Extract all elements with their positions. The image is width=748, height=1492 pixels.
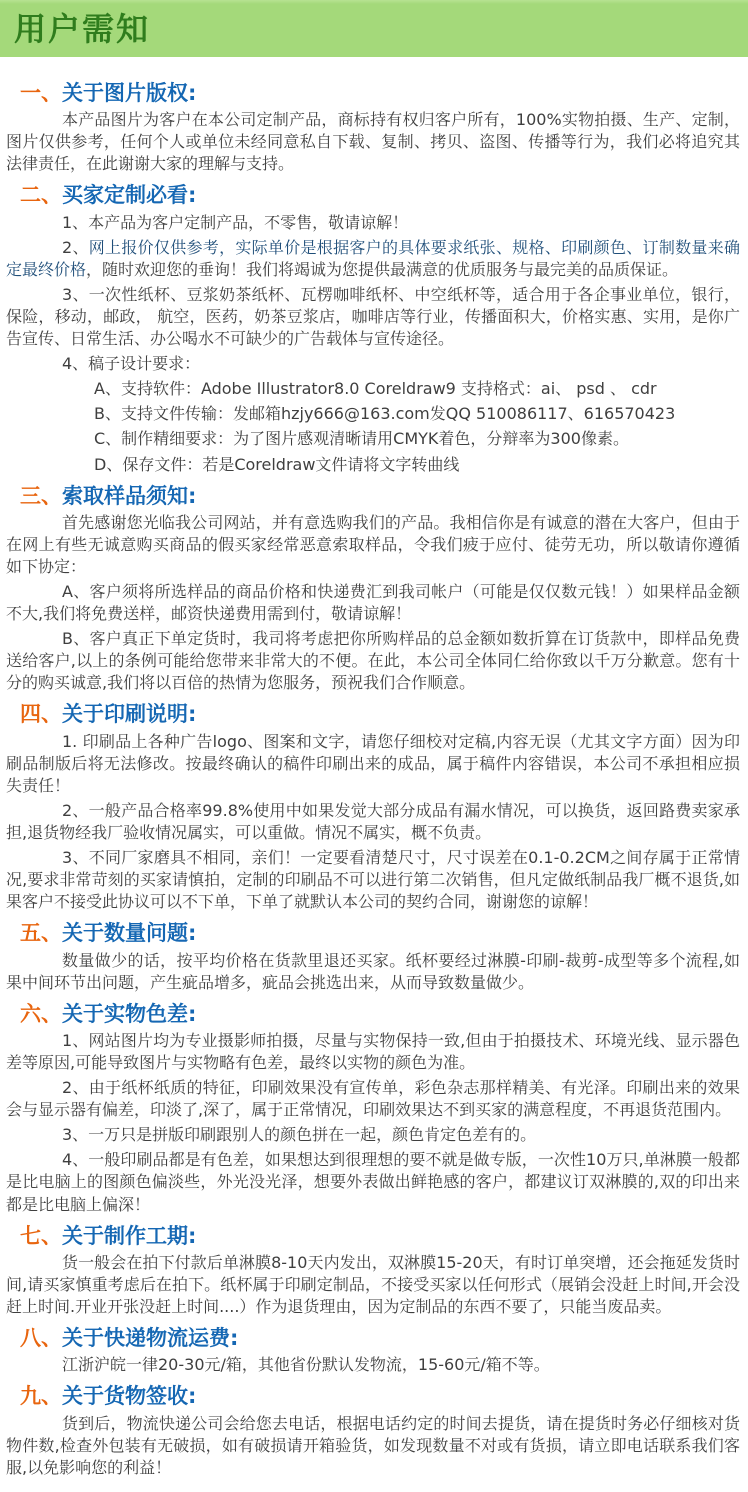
paragraph — [6, 512, 740, 578]
section-heading — [20, 182, 740, 208]
notice-section — [6, 182, 740, 475]
text-run: 2、 — [62, 237, 89, 257]
notice-section — [6, 701, 740, 913]
text-run: 3、一万只是拼版印刷跟别人的颜色拼在一起，颜色肯定色差有的。 — [62, 1125, 537, 1145]
text-run: B、支持文件传输：发邮箱hzjy666@163.com发QQ 510086117、616570423 — [94, 404, 676, 424]
paragraph — [6, 1413, 740, 1479]
section-number: 七、 — [20, 1223, 62, 1248]
section-number: 二、 — [20, 183, 62, 208]
text-run: 货到后，物流快递公司会给您去电话，根据电话约定的时间去提货，请在提货时务必仔细核对货物件数,检查外包装有无破损，如有破损请开箱验货，如发现数量不对或有货损，请立即电话联系我们客服,以免影响您的利益！ — [6, 1413, 740, 1477]
notice-section — [6, 1383, 740, 1478]
section-title: 关于印刷说明: — [62, 702, 197, 727]
section-number: 四、 — [20, 702, 62, 727]
paragraph — [6, 950, 740, 994]
paragraph — [6, 284, 740, 350]
text-run: 4、一般印刷品都是有色差，如果想达到很理想的要不就是做专版，一次性10万只,单淋膜一般都是比电脑上的图颜色偏淡些，外光没光泽，想要外表做出鲜艳感的客户，都建议订双淋膜的,双的印出来都是比电脑上偏深！ — [6, 1150, 740, 1214]
notice-section — [6, 920, 740, 993]
paragraph — [6, 731, 740, 797]
text-run: B、客户真正下单定货时，我司将考虑把你所购样品的总金额如数折算在订货款中，即样品免费送给客户,以上的条例可能给您带来非常大的不便。在此，本公司全体同仁给你致以千万分歉意。您有十分的购买诚意,我们将以百倍的热情为您服务，预祝我们合作顺意。 — [6, 629, 740, 693]
section-heading — [20, 1001, 740, 1027]
paragraph — [6, 1124, 740, 1146]
paragraph — [6, 403, 740, 425]
text-run: 3、不同厂家磨具不相同，亲们！一定要看清楚尺寸，尺寸误差在0.1-0.2CM之间存属于正常情况,要求非常苛刻的买家请慎拍，定制的印刷品不可以进行第二次销售，但凡定做纸制品我厂概不退货,如果客户不接受此协议可以不下单，下单了就默认本公司的契约合同，谢谢您的谅解！ — [6, 848, 740, 912]
section-number: 九、 — [20, 1384, 62, 1409]
section-heading — [20, 920, 740, 946]
text-run: D、保存文件：若是Coreldraw文件请将文字转曲线 — [94, 454, 460, 474]
page-banner — [0, 0, 748, 57]
paragraph — [6, 581, 740, 625]
paragraph — [6, 1149, 740, 1215]
section-title: 关于快递物流运费: — [62, 1326, 239, 1351]
section-heading — [20, 1223, 740, 1249]
section-title: 关于实物色差: — [62, 1001, 197, 1026]
text-run: 1、本产品为客户定制产品，不零售，敬请谅解！ — [62, 212, 409, 232]
paragraph — [6, 1077, 740, 1121]
paragraph — [6, 428, 740, 450]
section-heading — [20, 701, 740, 727]
paragraph — [6, 1354, 740, 1376]
text-run: 3、一次性纸杯、豆浆奶茶纸杯、瓦楞咖啡纸杯、中空纸杯等，适合用于各企事业单位，银行，保险，移动，邮政， 航空，医药，奶茶豆浆店，咖啡店等行业，传播面积大，价格实惠、实用，是你广告宣传、日常生活、办公喝水不可缺少的广告载体与宣传途径。 — [6, 284, 740, 349]
text-run: 江浙沪皖一律20-30元/箱，其他省份默认发物流，15-60元/箱不等。 — [62, 1355, 550, 1375]
paragraph — [6, 109, 740, 175]
section-number: 一、 — [20, 81, 62, 105]
text-run: 2、一般产品合格率99.8%使用中如果发觉大部分成品有漏水情况，可以换货，返回路费卖家承担,退货物经我厂验收情况属实，可以重做。情况不属实，概不负责。 — [6, 800, 740, 843]
text-run: 1、网站图片均为专业摄影师拍摄，尽量与实物保持一致,但由于拍摄技术、环境光线、显示器色差等原因,可能导致图片与实物略有色差，最终以实物的颜色为准。 — [6, 1031, 740, 1073]
text-run: 4、稿子设计要求： — [62, 354, 201, 374]
section-heading — [20, 1383, 740, 1409]
notice-section — [6, 1325, 740, 1376]
text-run: C、制作精细要求：为了图片感观清晰请用CMYK着色，分辩率为300像素。 — [94, 429, 629, 449]
text-run: 数量做少的话，按平均价格在货款里退还买家。纸杯要经过淋膜-印刷-裁剪-成型等多个流程,如果中间环节出问题，产生疵品增多，疵品会挑选出来，从而导致数量做少。 — [6, 950, 740, 992]
notice-section — [6, 1001, 740, 1216]
section-number: 六、 — [20, 1001, 62, 1026]
section-heading — [20, 1325, 740, 1351]
section-heading — [20, 80, 740, 106]
text-run: 2、由于纸杯纸质的特征，印刷效果没有宣传单，彩色杂志那样精美、有光泽。印刷出来的效果会与显示器有偏差，印淡了,深了，属于正常情况，印刷效果达不到买家的满意程度，不再退货范围内。 — [6, 1078, 740, 1120]
page-title: 用户需知 — [14, 9, 151, 48]
text-run: 首先感谢您光临我公司网站，并有意选购我们的产品。我相信你是有诚意的潜在大客户，但由于在网上有些无诚意购买商品的假买家经常恶意索取样品，令我们疲于应付、徒劳无功，所以敬请你遵循如下协定： — [6, 512, 740, 576]
notice-section — [6, 1223, 740, 1318]
section-heading — [20, 483, 740, 509]
notice-content — [0, 57, 748, 1492]
section-title: 索取样品须知: — [62, 483, 197, 508]
section-title: 关于数量问题: — [62, 921, 197, 946]
paragraph — [6, 454, 740, 476]
paragraph — [6, 353, 740, 375]
section-number: 八、 — [20, 1326, 62, 1351]
section-title: 关于制作工期: — [62, 1223, 197, 1248]
paragraph — [6, 212, 740, 234]
paragraph — [6, 800, 740, 844]
text-run: 货一般会在拍下付款后单淋膜8-10天内发出，双淋膜15-20天，有时订单突增，还会拖延发货时间,请买家慎重考虑后在拍下。纸杯属于印刷定制品，不接受买家以任何形式（展销会没赶上时间,开会没赶上时间.开业开张没赶上时间....）作为退货理由，因为定制品的东西不要了，只能当废品卖。 — [6, 1252, 740, 1317]
text-run: 本产品图片为客户在本公司定制产品，商标持有权归客户所有，100%实物拍摄、生产、定制，图片仅供参考，任何个人或单位未经同意私自下载、复制、拷贝、盗图、传播等行为，我们必将追究其法律责任，在此谢谢大家的理解与支持。 — [6, 110, 740, 174]
text-run: 网上报价仅供参考，实际单价是根据客户的具体要求纸张、规格、印刷颜色、订制数量来确定最终价格 — [6, 237, 740, 279]
text-run: ，随时欢迎您的垂询！我们将竭诚为您提供最满意的优质服务与最完美的品质保证。 — [86, 259, 679, 279]
text-run: 1. 印刷品上各种广告logo、图案和文字，请您仔细校对定稿,内容无误（尤其文字方面）因为印刷品制版后将无法修改。按最终确认的稿件印刷出来的成品，属于稿件内容错误，本公司不承担相应损失责任！ — [6, 731, 740, 795]
notice-section — [6, 483, 740, 695]
paragraph — [6, 1252, 740, 1318]
section-title: 关于图片版权: — [62, 81, 197, 105]
paragraph — [6, 378, 740, 400]
notice-section — [6, 80, 740, 175]
section-title: 关于货物签收: — [62, 1384, 197, 1409]
section-number: 五、 — [20, 921, 62, 946]
paragraph — [6, 847, 740, 913]
paragraph — [6, 628, 740, 694]
text-run: A、客户须将所选样品的商品价格和快递费汇到我司帐户（可能是仅仅数元钱！）如果样品金额不大,我们将免费送样，邮资快递费用需到付，敬请谅解！ — [6, 582, 740, 624]
section-number: 三、 — [20, 483, 62, 508]
section-title: 买家定制必看: — [62, 183, 197, 208]
paragraph — [6, 237, 740, 281]
paragraph — [6, 1030, 740, 1074]
text-run: A、支持软件：Adobe Illustrator8.0 Coreldraw9 支持格式：ai、 psd 、 cdr — [94, 379, 657, 399]
